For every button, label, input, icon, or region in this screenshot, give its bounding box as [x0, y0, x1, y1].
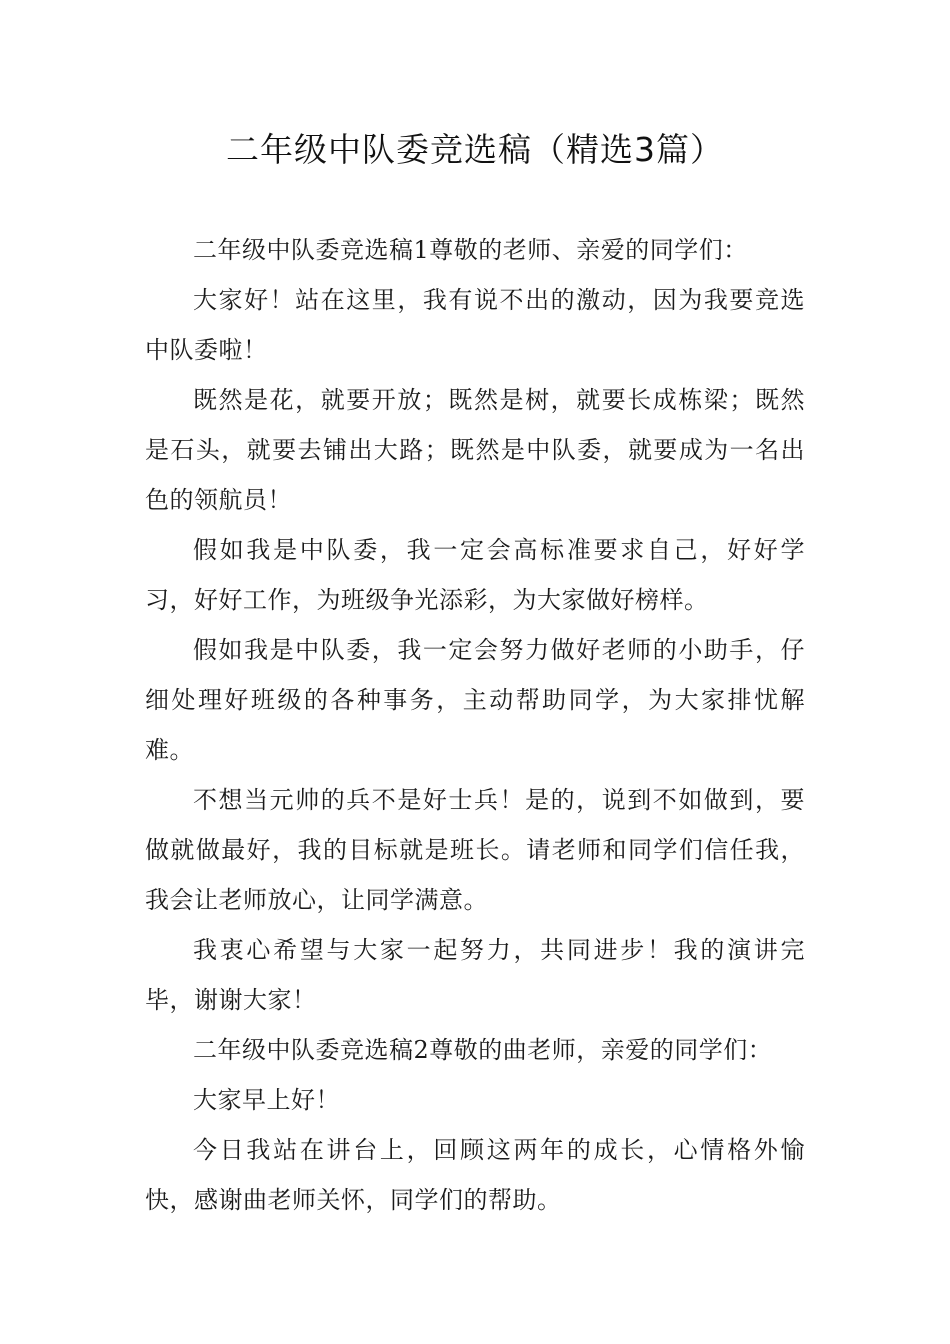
document-title: 二年级中队委竞选稿（精选3篇）: [226, 130, 724, 169]
paragraph: 假如我是中队委，我一定会努力做好老师的小助手，仔细处理好班级的各种事务，主动帮助同学，为大家排忧解难。: [145, 636, 805, 764]
paragraph: 我衷心希望与大家一起努力，共同进步！我的演讲完毕，谢谢大家！: [145, 936, 805, 1014]
paragraph: 今日我站在讲台上，回顾这两年的成长，心情格外愉快，感谢曲老师关怀，同学们的帮助。: [145, 1136, 805, 1214]
paragraph: 二年级中队委竞选稿2尊敬的曲老师，亲爱的同学们：: [193, 1036, 773, 1064]
paragraph: 既然是花，就要开放；既然是树，就要长成栋梁；既然是石头，就要去铺出大路；既然是中队委，就要成为一名出色的领航员！: [145, 386, 805, 514]
paragraph: 假如我是中队委，我一定会高标准要求自己，好好学习，好好工作，为班级争光添彩，为大家做好榜样。: [145, 536, 805, 614]
paragraph: 大家好！站在这里，我有说不出的激动，因为我要竞选中队委啦！: [145, 286, 805, 364]
paragraph: 大家早上好！: [193, 1086, 340, 1114]
paragraph: 二年级中队委竞选稿1尊敬的老师、亲爱的同学们：: [193, 236, 748, 264]
paragraph: 不想当元帅的兵不是好士兵！是的，说到不如做到，要做就做最好，我的目标就是班长。请老师和同学们信任我，我会让老师放心，让同学满意。: [145, 786, 805, 914]
document-body: [145, 225, 805, 1225]
